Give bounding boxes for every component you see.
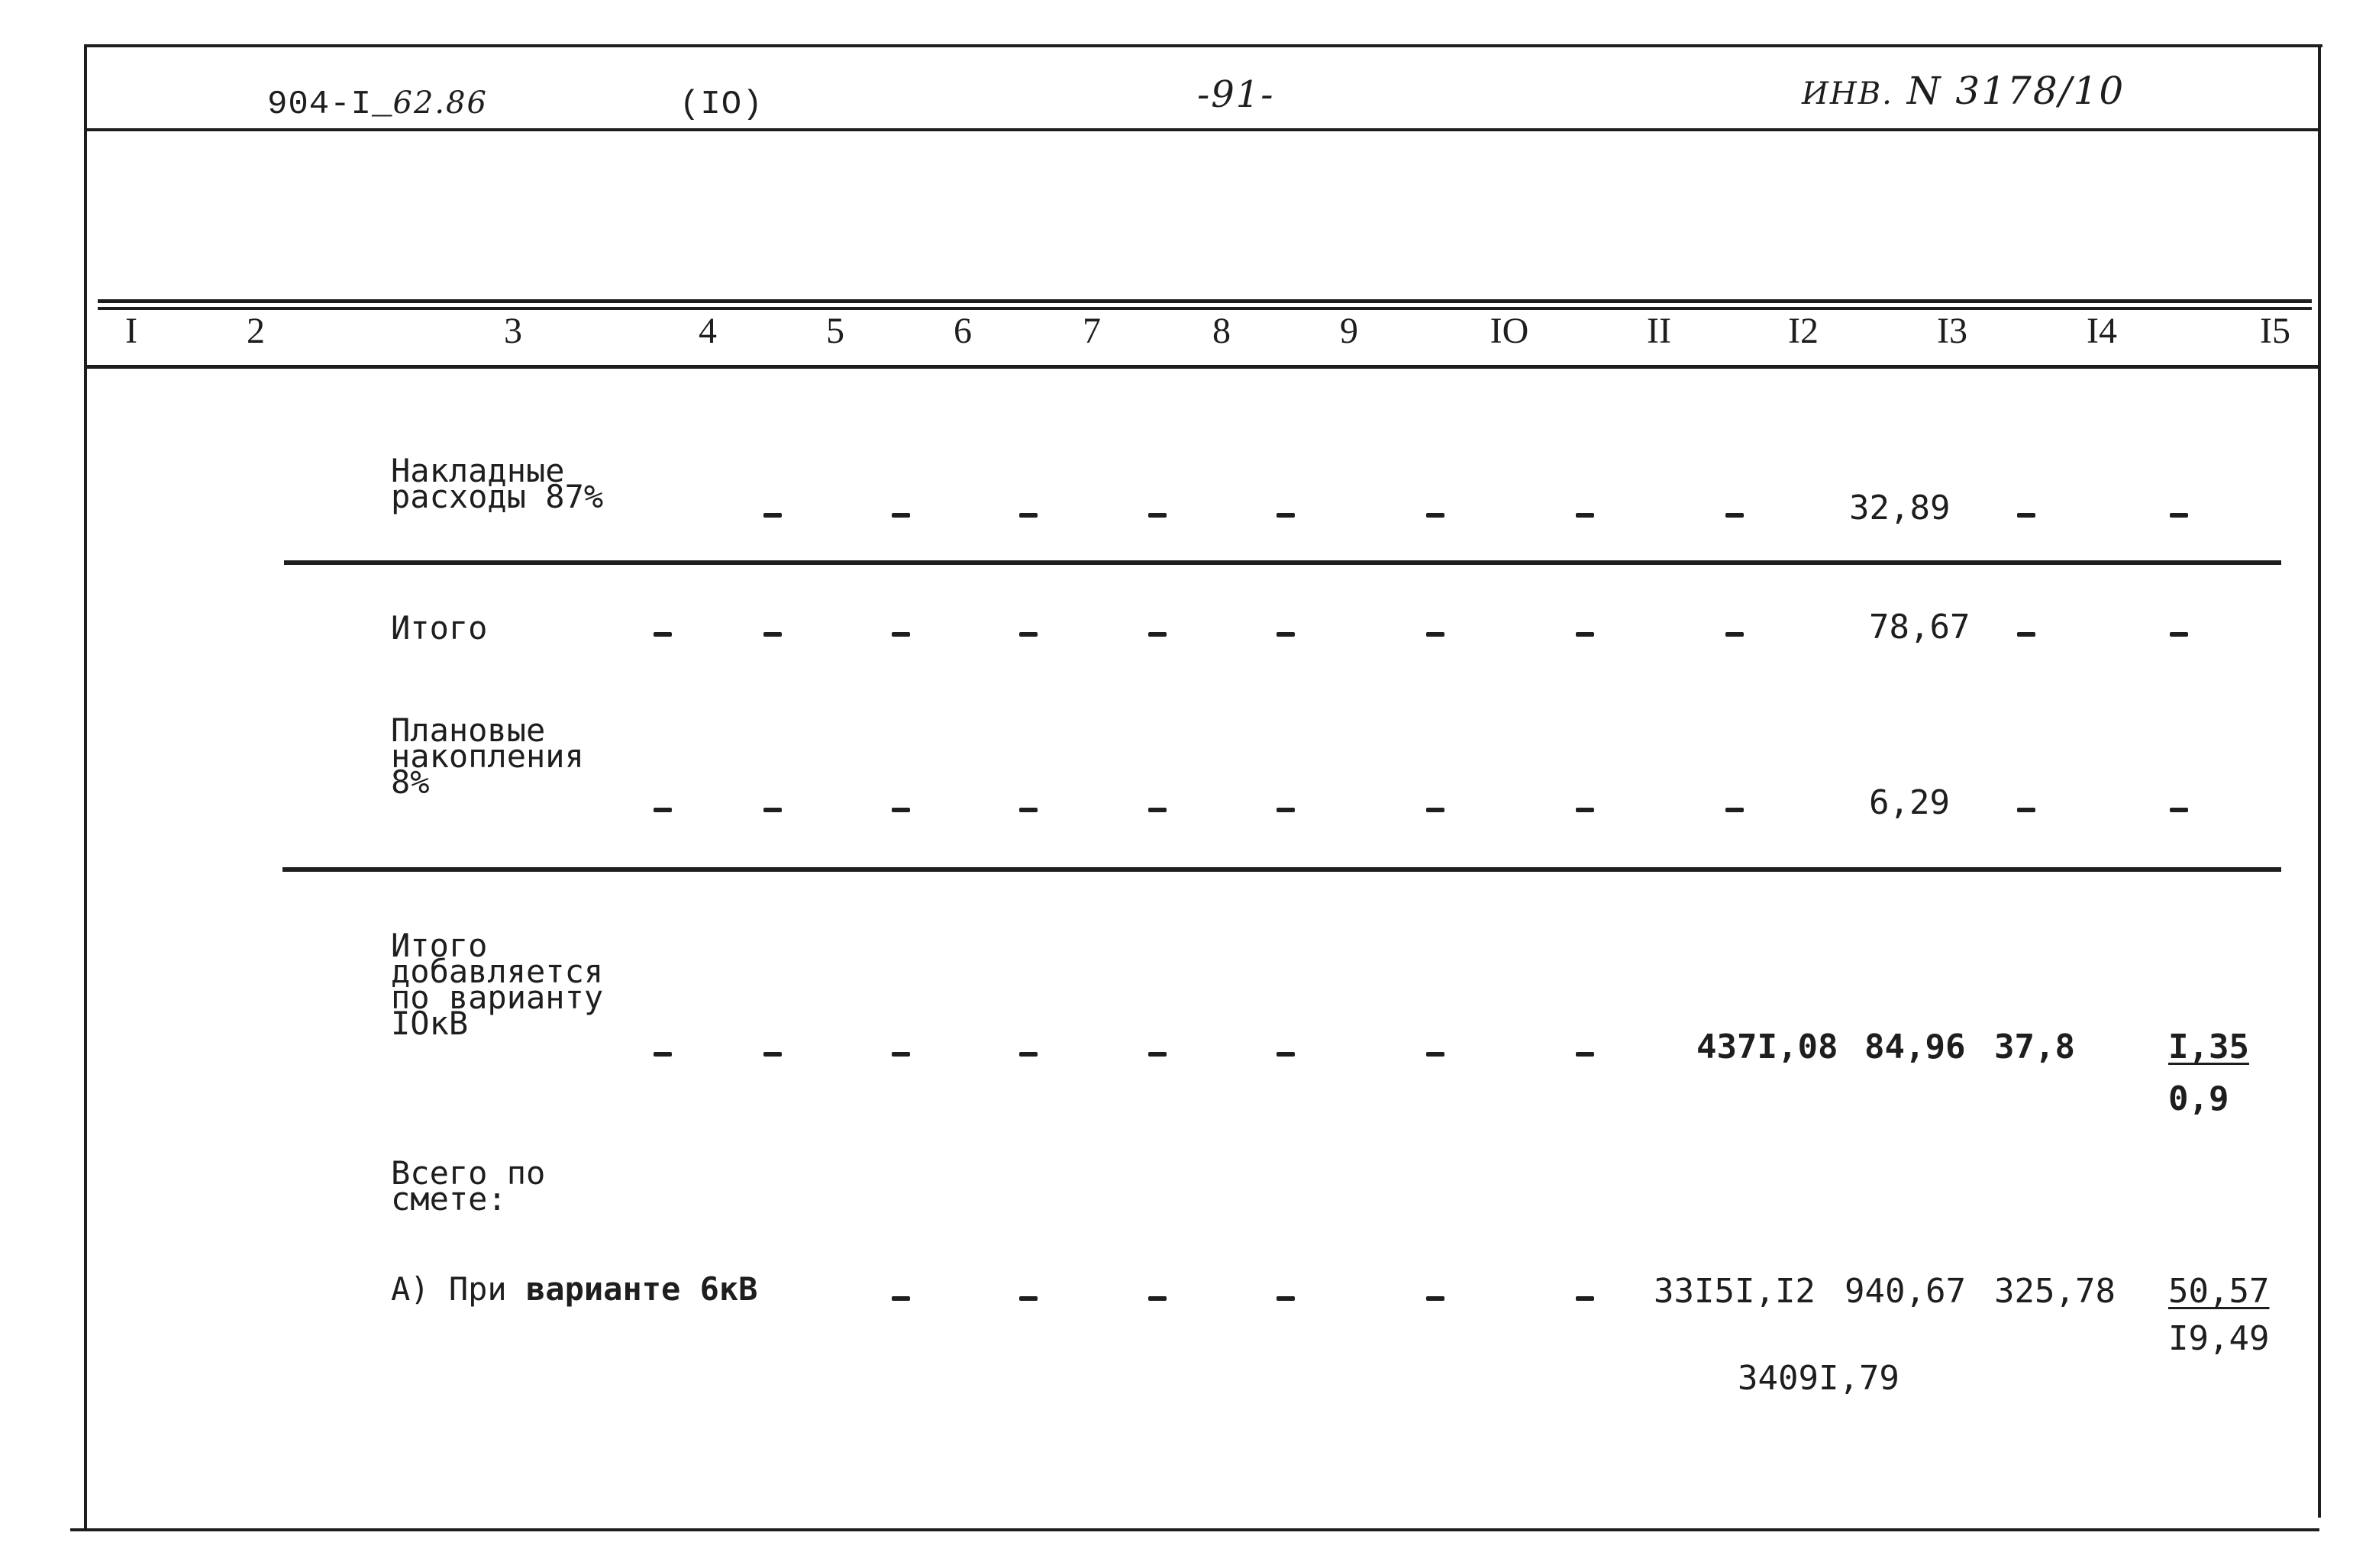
doc-code: [267, 85, 488, 124]
dash: [1019, 1052, 1038, 1057]
frame-left: [84, 44, 87, 1531]
dash: [1277, 513, 1295, 518]
row-added-10kv-col13: 84,96: [1864, 1028, 1966, 1066]
row-variant-6kv-col15-bottom: I9,49: [2168, 1319, 2270, 1358]
dash: [1426, 513, 1444, 518]
dash: [654, 632, 672, 637]
dash: [1019, 632, 1038, 637]
dash: [654, 1052, 672, 1057]
column-number-4: 4: [699, 311, 717, 351]
dash: [763, 1052, 782, 1057]
frame-bottom: [70, 1528, 2319, 1531]
dash: [1576, 1052, 1594, 1057]
page-number: -91-: [1197, 73, 1275, 116]
column-number-12: I2: [1788, 311, 1819, 351]
row-added-10kv-col15-top: I,35: [2168, 1028, 2249, 1066]
dash: [1148, 1052, 1167, 1057]
dash: [2017, 513, 2035, 518]
dash: [1426, 808, 1444, 812]
dash: [1576, 513, 1594, 518]
column-number-10: IO: [1490, 311, 1529, 351]
dash: [1277, 808, 1295, 812]
dash: [763, 513, 782, 518]
column-number-13: I3: [1937, 311, 1967, 351]
sheet-part: (IO): [679, 85, 763, 124]
dash: [1148, 1296, 1167, 1301]
dash: [2170, 632, 2188, 637]
dash: [892, 632, 910, 637]
header-divider: [86, 128, 2319, 131]
dash: [1148, 513, 1167, 518]
row-planned-col13: 6,29: [1869, 783, 1950, 822]
dash: [763, 808, 782, 812]
row-variant-6kv-label-prefix: А) При: [391, 1270, 527, 1308]
dash: [892, 513, 910, 518]
column-number-14: I4: [2087, 311, 2117, 351]
column-header-bottom-rule: [87, 365, 2318, 369]
dash: [1148, 632, 1167, 637]
column-number-1: I: [125, 311, 137, 351]
dash: [1019, 1296, 1038, 1301]
dash: [2170, 808, 2188, 812]
column-number-9: 9: [1340, 311, 1358, 351]
row-added-10kv-col14: 37,8: [1994, 1028, 2075, 1066]
doc-code-handwritten: 62.86: [392, 85, 488, 121]
frame-right: [2318, 44, 2321, 1518]
dash: [892, 808, 910, 812]
dash: [1277, 1052, 1295, 1057]
row-subtotal-label: Итого: [391, 609, 488, 647]
dash: [892, 1296, 910, 1301]
row-planned-label: Плановые накопления 8%: [391, 711, 584, 801]
column-number-8: 8: [1212, 311, 1231, 351]
row-variant-6kv-extra-total: 3409I,79: [1738, 1359, 1900, 1398]
column-number-7: 7: [1083, 311, 1101, 351]
dash: [1148, 808, 1167, 812]
doc-code-printed: 904-I_: [267, 85, 393, 124]
column-number-2: 2: [247, 311, 265, 351]
dash: [1019, 808, 1038, 812]
row-variant-6kv-label: [391, 1270, 758, 1308]
dash: [1576, 632, 1594, 637]
column-number-5: 5: [826, 311, 844, 351]
row-variant-6kv-label-bold: варианте 6кВ: [526, 1270, 758, 1308]
column-number-6: 6: [954, 311, 972, 351]
dash: [2017, 808, 2035, 812]
frame-top: [86, 44, 2322, 47]
row-variant-6kv-col15-top: 50,57: [2168, 1272, 2270, 1311]
row-overhead-label: Накладные расходы 87%: [391, 452, 604, 515]
column-number-11: II: [1647, 311, 1671, 351]
dash: [1576, 808, 1594, 812]
dash: [2170, 513, 2188, 518]
row-variant-6kv-col13: 940,67: [1845, 1272, 1966, 1311]
inventory-value: N 3178/10: [1906, 69, 2125, 113]
row-subtotal-col13: 78,67: [1869, 608, 1971, 647]
dash: [1725, 513, 1744, 518]
dash: [763, 632, 782, 637]
dash: [654, 808, 672, 812]
dash: [1019, 513, 1038, 518]
inventory-number: [1802, 69, 2125, 113]
row-added-10kv-col15-bottom: 0,9: [2168, 1079, 2229, 1118]
inventory-prefix: ИНВ.: [1802, 76, 1893, 111]
column-number-3: 3: [504, 311, 522, 351]
section-rule: [284, 560, 2281, 565]
dash: [1576, 1296, 1594, 1301]
dash: [1277, 1296, 1295, 1301]
row-added-10kv-col12: 437I,08: [1696, 1028, 1838, 1066]
row-added-10kv-label: Итого добавляется по варианту IOкВ: [391, 927, 604, 1042]
dash: [1426, 1052, 1444, 1057]
dash: [2017, 632, 2035, 637]
dash: [1277, 632, 1295, 637]
row-variant-6kv-col14: 325,78: [1994, 1272, 2116, 1311]
row-grand-total-label: Всего по смете:: [391, 1154, 546, 1218]
dash: [1426, 632, 1444, 637]
row-variant-6kv-col12: 33I5I,I2: [1654, 1272, 1816, 1311]
section-rule: [282, 867, 2281, 872]
dash: [892, 1052, 910, 1057]
row-overhead-col13: 32,89: [1849, 489, 1951, 528]
column-header-top-rule: [98, 299, 2312, 310]
dash: [1725, 632, 1744, 637]
column-number-15: I5: [2260, 311, 2290, 351]
dash: [1725, 808, 1744, 812]
dash: [1426, 1296, 1444, 1301]
